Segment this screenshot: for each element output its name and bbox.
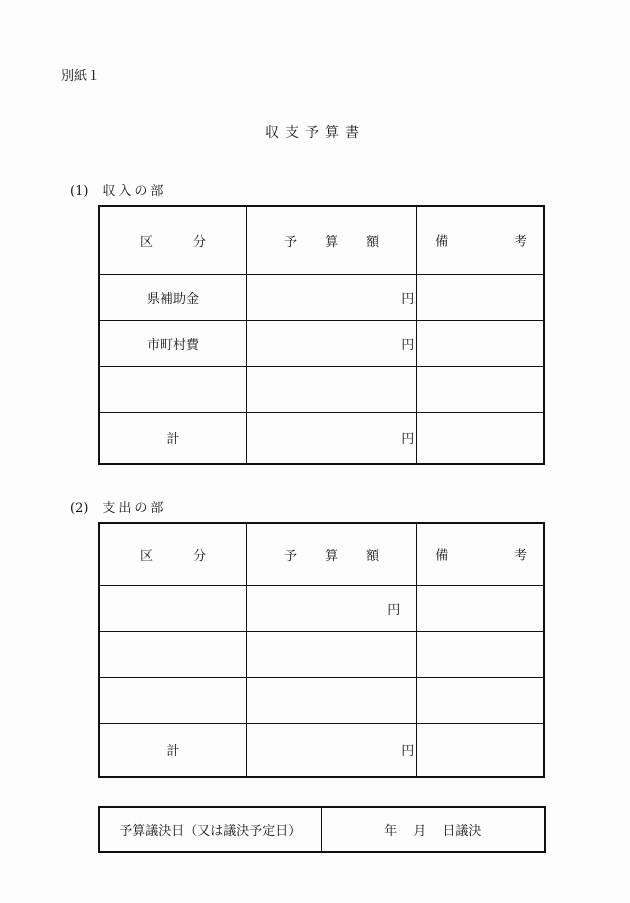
income-header-row [99, 206, 544, 274]
row-amount [246, 631, 416, 677]
table-row [99, 320, 544, 366]
row-category [99, 366, 246, 412]
row-note [417, 320, 544, 366]
expense-table [98, 522, 545, 778]
row-amount: 円 [246, 723, 416, 777]
row-amount [246, 677, 416, 723]
table-row [99, 631, 544, 677]
expense-section-number: (2) [70, 501, 89, 516]
income-section-label: 収入の部 [102, 184, 167, 199]
row-category [99, 677, 246, 723]
resolution-row [99, 807, 545, 852]
row-note [417, 366, 544, 412]
row-category: 県補助金 [99, 274, 246, 320]
row-category: 計 [99, 412, 246, 464]
row-note [417, 677, 544, 723]
resolution-date [321, 807, 545, 852]
row-amount [246, 366, 416, 412]
header-amount: 予 算 額 [246, 523, 416, 585]
resolution-month: 月 [413, 824, 427, 839]
income-section-number: (1) [70, 184, 89, 199]
row-note [417, 412, 544, 464]
attachment-label: 別紙１ [61, 69, 101, 84]
row-amount: 円 [246, 320, 416, 366]
resolution-day: 日議決 [442, 824, 482, 839]
row-note [417, 723, 544, 777]
expense-header-row [99, 523, 544, 585]
row-category [99, 631, 246, 677]
row-note [417, 585, 544, 631]
table-row [99, 677, 544, 723]
income-section-title [70, 180, 166, 199]
total-row [99, 723, 544, 777]
table-row [99, 585, 544, 631]
row-amount: 円 [246, 274, 416, 320]
header-note: 備 考 [417, 206, 544, 274]
document-title: 収支予算書 [265, 125, 365, 141]
row-amount: 円 [246, 412, 416, 464]
header-amount: 予 算 額 [246, 206, 416, 274]
resolution-year: 年 [384, 824, 398, 839]
row-category [99, 585, 246, 631]
expense-section-label: 支出の部 [102, 501, 167, 516]
header-note: 備 考 [417, 523, 544, 585]
income-table [98, 205, 545, 465]
expense-section-title [70, 497, 166, 516]
header-category: 区 分 [99, 523, 246, 585]
table-row [99, 274, 544, 320]
table-row [99, 366, 544, 412]
row-note [417, 631, 544, 677]
header-category: 区 分 [99, 206, 246, 274]
row-note [417, 274, 544, 320]
row-category: 計 [99, 723, 246, 777]
resolution-label: 予算議決日（又は議決予定日） [99, 807, 321, 852]
total-row [99, 412, 544, 464]
row-category: 市町村費 [99, 320, 246, 366]
resolution-table [98, 806, 546, 853]
row-amount: 円 [246, 585, 416, 631]
